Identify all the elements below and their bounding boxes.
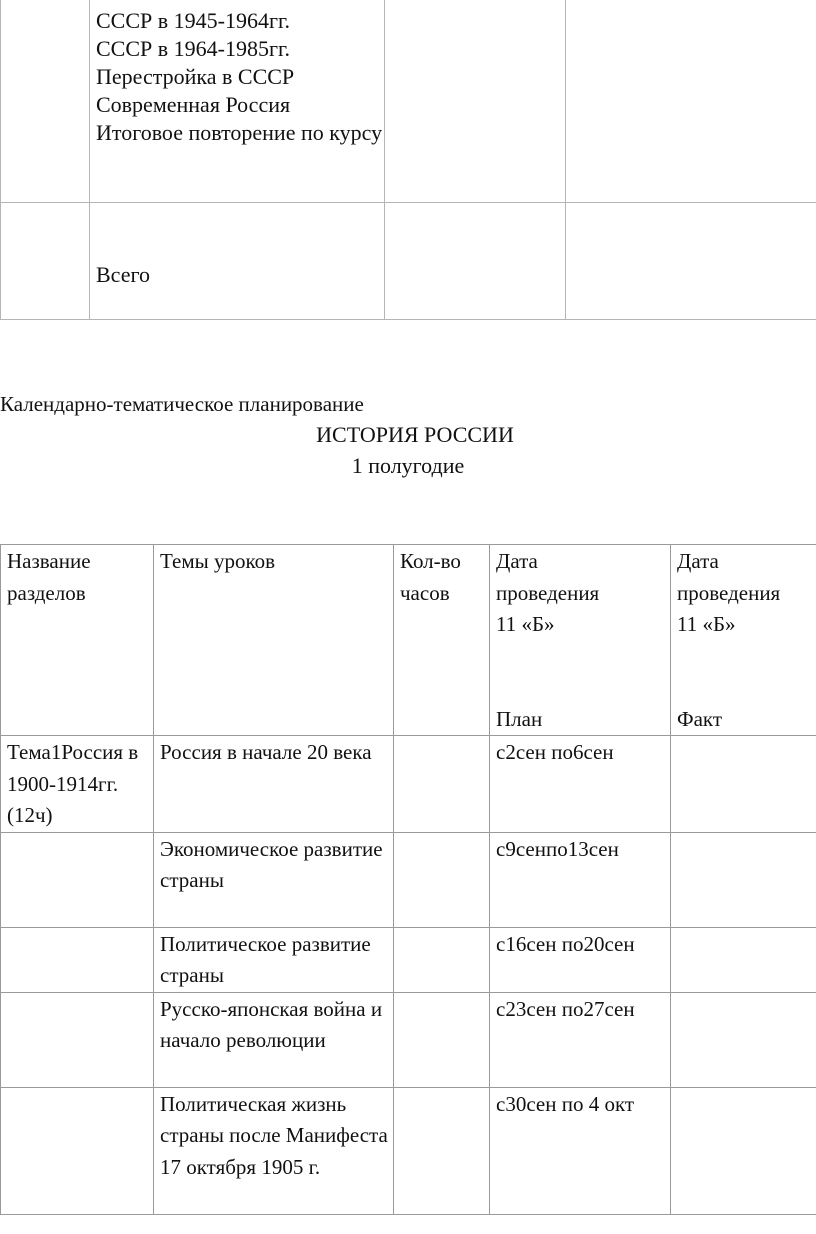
hours-cell: [394, 1087, 490, 1214]
table-row: [1, 1087, 816, 1214]
list-item: Перестройка в СССР: [96, 64, 295, 89]
subject-title: ИСТОРИЯ РОССИИ: [316, 422, 514, 447]
topic-cell: Политическая жизнь страны после Манифеста 17 октября 1905 г.: [154, 1087, 394, 1214]
table-cell: [385, 0, 566, 203]
header-text: Факт: [677, 706, 723, 731]
header-text: Дата: [496, 549, 538, 573]
list-item: Итоговое повторение по курсу: [96, 120, 383, 145]
header-text: Кол-во: [400, 549, 461, 573]
table-row: [1, 927, 816, 992]
spacer: [677, 641, 816, 704]
header-text: проведения: [677, 580, 781, 605]
header-text: 11 «Б»: [496, 612, 555, 636]
table-row: [1, 736, 816, 833]
topic-cell: Политическое развитие страны: [154, 927, 394, 992]
plan-date-cell: с9сенпо13сен: [490, 832, 671, 927]
schedule-table: [0, 544, 816, 1215]
fact-date-cell: [671, 927, 816, 992]
header-topic: [154, 545, 394, 736]
header-hours: [394, 545, 490, 736]
plan-date-cell: с30сен по 4 окт: [490, 1087, 671, 1214]
table-row: [1, 0, 816, 203]
header-text: проведения: [496, 580, 600, 605]
table-row: [1, 992, 816, 1087]
list-item: Современная Россия: [96, 92, 291, 117]
fact-date-cell: [671, 992, 816, 1087]
table-cell: [1, 0, 90, 203]
header-text: План: [496, 706, 543, 731]
total-label: Всего: [96, 262, 150, 287]
section-cell: [1, 927, 154, 992]
fact-date-cell: [671, 1087, 816, 1214]
table-cell: [385, 203, 566, 320]
table-cell: [90, 0, 385, 203]
fact-date-cell: [671, 736, 816, 833]
header-text: Темы уроков: [160, 549, 276, 573]
table-cell: [1, 203, 90, 320]
table-cell: [90, 203, 385, 320]
table-cell: [566, 0, 816, 203]
plan-date-cell: с16сен по20сен: [490, 927, 671, 992]
list-item: СССР в 1945-1964гг.: [96, 8, 291, 33]
header-date-plan: [490, 545, 671, 736]
plan-date-cell: с23сен по27сен: [490, 992, 671, 1087]
header-text: часов: [400, 580, 450, 605]
section-cell: Тема1Россия в 1900-1914гг.(12ч): [1, 736, 154, 833]
table-row: [1, 832, 816, 927]
hours-cell: [394, 736, 490, 833]
topic-cell: Россия в начале 20 века: [154, 736, 394, 833]
header-text: Дата: [677, 549, 719, 573]
topic-cell: Русско-японская война и начало революции: [154, 992, 394, 1087]
section-cell: [1, 832, 154, 927]
table-row: [1, 203, 816, 320]
hours-cell: [394, 927, 490, 992]
header-date-fact: [671, 545, 816, 736]
hours-cell: [394, 832, 490, 927]
header-text: 11 «Б»: [677, 612, 736, 636]
topic-cell: Экономическое развитие страны: [154, 832, 394, 927]
header-text: Название: [7, 549, 91, 573]
list-item: СССР в 1964-1985гг.: [96, 36, 291, 61]
fact-date-cell: [671, 832, 816, 927]
section-cell: [1, 992, 154, 1087]
header-text: разделов: [7, 580, 86, 605]
section-cell: [1, 1087, 154, 1214]
document-title: Календарно-тематическое планирование: [0, 392, 364, 416]
continuation-table: [0, 0, 816, 320]
table-header-row: [1, 545, 816, 736]
term-title: 1 полугодие: [351, 453, 465, 478]
spacer: [496, 641, 670, 704]
hours-cell: [394, 992, 490, 1087]
plan-date-cell: с2сен по6сен: [490, 736, 671, 833]
table-cell: [566, 203, 816, 320]
header-section: [1, 545, 154, 736]
topic-list: [90, 0, 384, 147]
